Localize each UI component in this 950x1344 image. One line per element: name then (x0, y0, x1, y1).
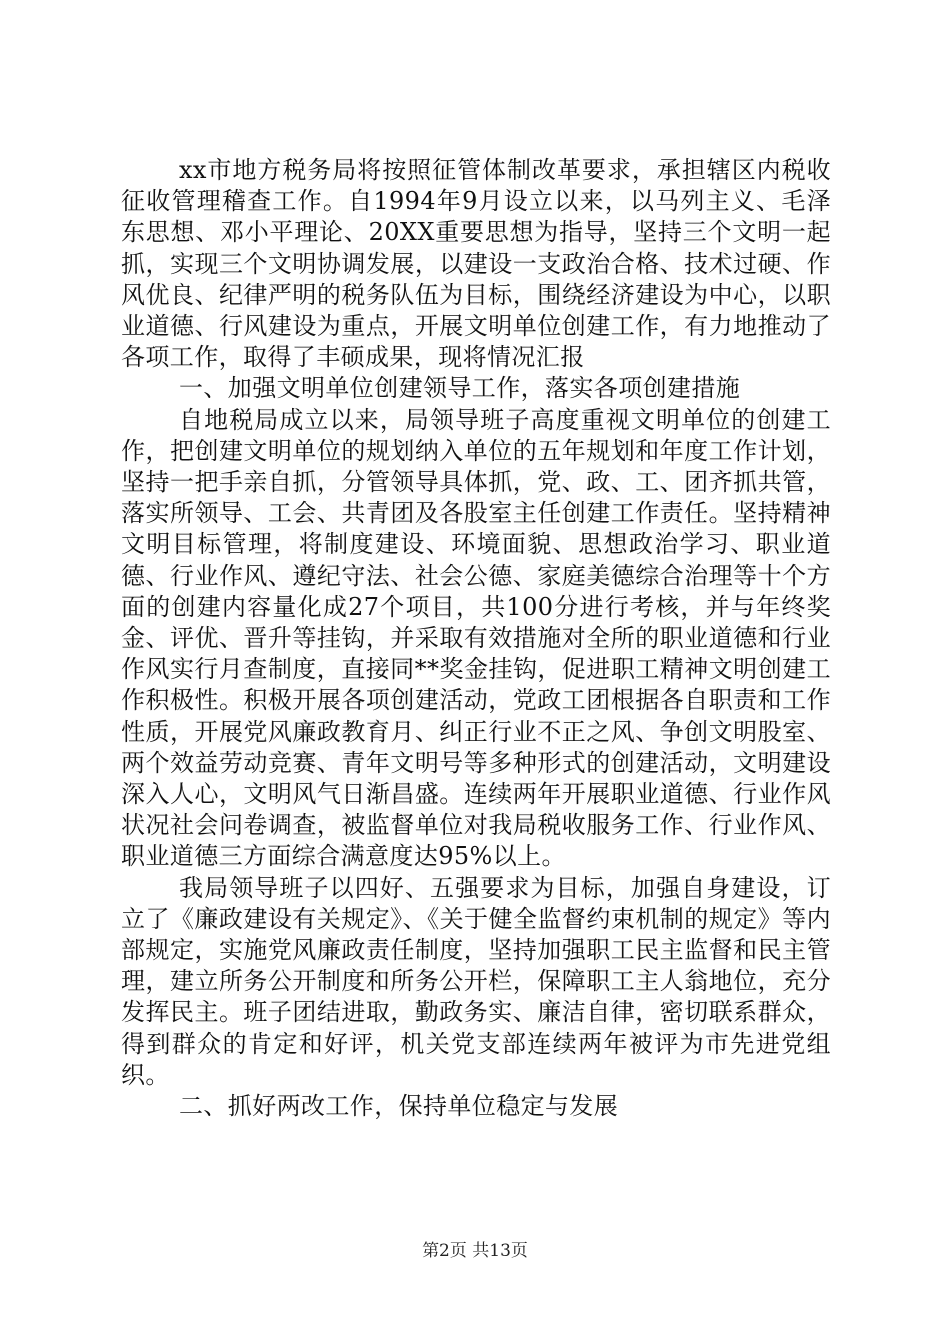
document-body (121, 155, 831, 1122)
section-heading-1: 一、加强文明单位创建领导工作，落实各项创建措施 (179, 374, 741, 403)
paragraph-section-1-b: 我局领导班子以四好、五强要求为目标，加强自身建设，订立了《廉政建设有关规定》、《关于健全监督约束机制的规定》等内部规定，实施党风廉政责任制度，坚持加强职工民主监督和民主管理，建立所务公开制度和所务公开栏，保障职工主人翁地位，充分发挥民主。班子团结进取，勤政务实、廉洁自律，密切联系群众，得到群众的肯定和好评，机关党支部连续两年被评为市先进党组织。 (121, 873, 831, 1089)
page-number-footer: 第2页 共13页 (422, 1241, 528, 1261)
section-heading-2: 二、抓好两改工作，保持单位稳定与发展 (179, 1092, 619, 1121)
paragraph-section-1-a: 自地税局成立以来，局领导班子高度重视文明单位的创建工作，把创建文明单位的规划纳入单位的五年规划和年度工作计划，坚持一把手亲自抓，分管领导具体抓，党、政、工、团齐抓共管，落实所领导、工会、共青团及各股室主任创建工作责任。坚持精神文明目标管理，将制度建设、环境面貌、思想政治学习、职业道德、行业作风、遵纪守法、社会公德、家庭美德综合治理等十个方面的创建内容量化成27个项目，共100分进行考核，并与年终奖金、评优、晋升等挂钩，并采取有效措施对全所的职业道德和行业作风实行月查制度，直接同**奖金挂钩，促进职工精神文明创建工作积极性。积极开展各项创建活动，党政工团根据各自职责和工作性质，开展党风廉政教育月、纠正行业不正之风、争创文明股室、两个效益劳动竞赛、青年文明号等多种形式的创建活动，文明建设深入人心，文明风气日渐昌盛。连续两年开展职业道德、行业作风状况社会问卷调查，被监督单位对我局税收服务工作、行业作风、职业道德三方面综合满意度达95%以上。 (121, 405, 831, 871)
paragraph-intro: xx市地方税务局将按照征管体制改革要求，承担辖区内税收征收管理稽查工作。自1994年9月设立以来，以马列主义、毛泽东思想、邓小平理论、20XX重要思想为指导，坚持三个文明一起抓，实现三个文明协调发展，以建设一支政治合格、技术过硬、作风优良、纪律严明的税务队伍为目标，围绕经济建设为中心，以职业道德、行风建设为重点，开展文明单位创建工作，有力地推动了各项工作，取得了丰硕成果，现将情况汇报 (121, 156, 831, 372)
